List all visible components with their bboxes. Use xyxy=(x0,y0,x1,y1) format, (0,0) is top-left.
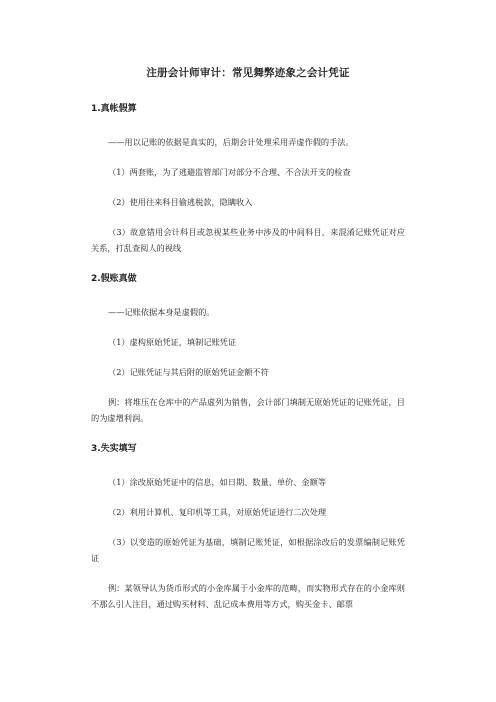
paragraph: （2）利用计算机、复印机等工具，对原始凭证进行二次处理 xyxy=(108,507,327,517)
section-1 xyxy=(91,102,405,256)
section-heading: 1.真帐假算 xyxy=(91,104,137,114)
section-2 xyxy=(91,272,405,426)
paragraph: （3）故意错用会计科目或忽视某些业务中涉及的中间科目，来混淆记账凭证对应关系，打乱查阅人的视线 xyxy=(91,227,405,253)
document-title: 注册会计师审计：常见舞弊迹象之会计凭证 xyxy=(146,67,350,79)
paragraph: （1）涂改原始凭证中的信息，如日期、数量、单价、金额等 xyxy=(108,477,327,487)
paragraph: （2）记账凭证与其后附的原始凭证金额不符 xyxy=(108,367,269,377)
paragraph: （2）使用往来科目偷逃税款，隐瞒收入 xyxy=(108,197,253,207)
paragraph: （3）以变造的原始凭证为基础，填制记账凭证，如根据涂改后的发票编制记账凭证 xyxy=(91,537,405,563)
paragraph: （1）两套账，为了逃避监管部门对部分不合理、不合法开支的检查 xyxy=(108,167,351,177)
paragraph: 例：将堆压在仓库中的产品虚列为销售，会计部门填制无原始凭证的记账凭证，目的为虚增利润。 xyxy=(91,397,405,423)
section-3 xyxy=(91,442,405,612)
paragraph: 例：某领导认为货币形式的小金库属于小金库的范畴，而实物形式存在的小金库则不那么引人注目，通过购买材料、乱记成本费用等方式，购买金卡、邮票 xyxy=(91,583,405,609)
section-heading: 2.假账真做 xyxy=(91,274,137,284)
paragraph: ——记账依据本身是虚假的。 xyxy=(108,307,215,317)
paragraph: ——用以记账的依据是真实的，后期会计处理采用弄虚作假的手法。 xyxy=(108,137,354,147)
document-body xyxy=(91,66,405,626)
paragraph: （1）虚构原始凭证，填制记账凭证 xyxy=(108,337,237,347)
section-heading: 3.失实填写 xyxy=(91,444,137,454)
